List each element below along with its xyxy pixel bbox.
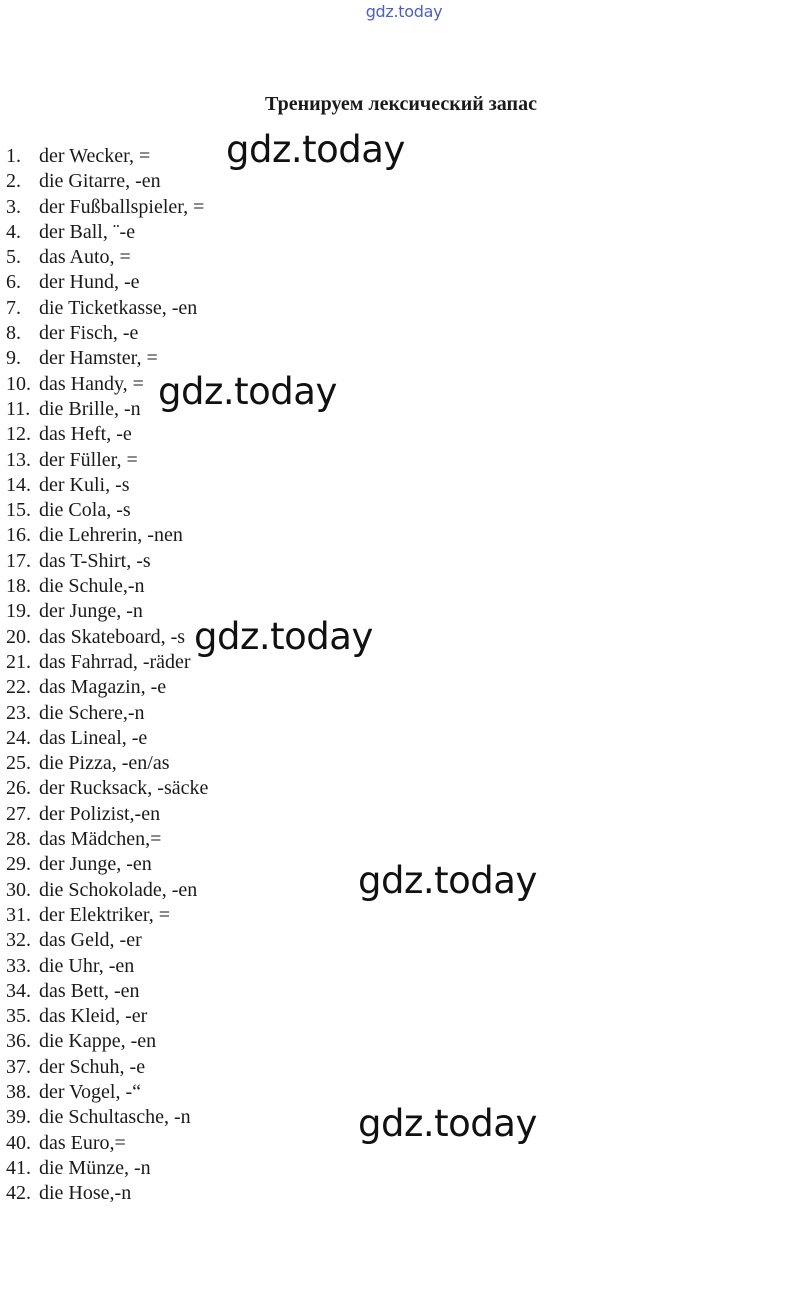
item-number: 39. — [6, 1106, 31, 1129]
list-item — [6, 626, 208, 651]
list-item — [6, 1005, 208, 1030]
list-item — [6, 1182, 208, 1207]
item-word: die Münze, -n — [39, 1156, 151, 1179]
item-number: 14. — [6, 473, 31, 496]
list-item — [6, 1030, 208, 1055]
item-word: die Schere,-n — [39, 701, 145, 724]
list-item — [6, 499, 208, 524]
item-word: die Uhr, -en — [39, 954, 135, 977]
item-number: 7. — [6, 296, 21, 319]
list-item — [6, 347, 208, 372]
list-item — [6, 955, 208, 980]
list-item — [6, 929, 208, 954]
item-number: 29. — [6, 853, 31, 876]
list-item — [6, 170, 208, 195]
item-word: das Geld, -er — [39, 929, 142, 952]
list-item — [6, 600, 208, 625]
list-item — [6, 449, 208, 474]
list-item — [6, 1157, 208, 1182]
item-number: 15. — [6, 499, 31, 522]
list-item — [6, 980, 208, 1005]
item-word: das Heft, -e — [39, 423, 132, 446]
item-number: 11. — [6, 397, 31, 420]
item-word: der Hamster, = — [39, 347, 158, 370]
item-word: das Bett, -en — [39, 979, 140, 1002]
item-word: das Fahrrad, -räder — [39, 650, 191, 673]
item-number: 3. — [6, 195, 21, 218]
list-item — [6, 777, 208, 802]
item-word: der Wecker, = — [39, 145, 151, 167]
item-number: 40. — [6, 1131, 31, 1154]
item-number: 33. — [6, 954, 31, 977]
item-number: 35. — [6, 1005, 31, 1028]
item-word: der Ball, ¨-e — [39, 220, 136, 243]
item-number: 8. — [6, 322, 21, 345]
item-word: das Kleid, -er — [39, 1005, 148, 1028]
site-link[interactable]: gdz.today — [365, 2, 443, 21]
item-number: 26. — [6, 777, 31, 800]
item-word: die Cola, -s — [39, 499, 131, 522]
item-number: 22. — [6, 676, 31, 699]
list-item — [6, 702, 208, 727]
item-number: 42. — [6, 1182, 31, 1205]
item-word: der Füller, = — [39, 448, 138, 471]
list-item — [6, 322, 208, 347]
item-number: 17. — [6, 549, 31, 572]
item-number: 16. — [6, 524, 31, 547]
item-number: 23. — [6, 701, 31, 724]
item-word: das Auto, = — [39, 246, 131, 269]
item-number: 10. — [6, 372, 31, 395]
item-word: die Schokolade, -en — [39, 878, 198, 901]
list-item — [6, 803, 208, 828]
list-item — [6, 145, 208, 170]
item-number: 21. — [6, 650, 31, 673]
vocabulary-list — [6, 145, 208, 1207]
list-item — [6, 575, 208, 600]
list-item — [6, 651, 208, 676]
watermark: gdz.today — [158, 370, 337, 413]
list-item — [6, 550, 208, 575]
item-word: das T-Shirt, -s — [39, 549, 151, 572]
list-item — [6, 1056, 208, 1081]
item-word: die Gitarre, -en — [39, 170, 161, 193]
item-word: das Skateboard, -s — [39, 625, 186, 648]
item-number: 27. — [6, 802, 31, 825]
item-number: 34. — [6, 979, 31, 1002]
item-word: der Junge, -en — [39, 853, 152, 876]
item-word: die Brille, -n — [39, 397, 141, 420]
item-word: der Polizist,-en — [39, 802, 161, 825]
item-word: der Kuli, -s — [39, 473, 130, 496]
item-number: 12. — [6, 423, 31, 446]
item-word: der Junge, -n — [39, 600, 143, 623]
item-number: 30. — [6, 878, 31, 901]
list-item — [6, 1081, 208, 1106]
list-item — [6, 297, 208, 322]
item-word: die Kappe, -en — [39, 1030, 157, 1053]
item-number: 19. — [6, 600, 31, 623]
item-number: 9. — [6, 347, 21, 370]
list-item — [6, 879, 208, 904]
watermark: gdz.today — [358, 1102, 537, 1145]
list-item — [6, 828, 208, 853]
list-item — [6, 474, 208, 499]
list-item — [6, 524, 208, 549]
item-word: der Fußballspieler, = — [39, 195, 205, 218]
list-item — [6, 752, 208, 777]
item-word: die Pizza, -en/as — [39, 752, 170, 775]
item-word: der Vogel, -“ — [39, 1080, 142, 1103]
item-word: das Handy, = — [39, 372, 144, 395]
item-word: der Fisch, -e — [39, 322, 139, 345]
item-number: 18. — [6, 575, 31, 598]
list-item — [6, 271, 208, 296]
item-word: die Ticketkasse, -en — [39, 296, 198, 319]
watermark: gdz.today — [226, 128, 405, 171]
item-number: 41. — [6, 1156, 31, 1179]
list-item — [6, 1106, 208, 1131]
item-number: 4. — [6, 220, 21, 243]
item-word: der Schuh, -e — [39, 1055, 146, 1078]
item-word: das Mädchen,= — [39, 828, 162, 851]
list-item — [6, 221, 208, 246]
item-number: 25. — [6, 752, 31, 775]
item-number: 24. — [6, 726, 31, 749]
item-number: 28. — [6, 828, 31, 851]
item-number: 20. — [6, 625, 31, 648]
item-word: der Rucksack, -säcke — [39, 777, 209, 800]
list-item — [6, 1132, 208, 1157]
item-word: das Euro,= — [39, 1131, 126, 1154]
list-item — [6, 246, 208, 271]
list-item — [6, 676, 208, 701]
item-number: 13. — [6, 448, 31, 471]
item-number: 6. — [6, 271, 21, 294]
item-word: die Hose,-n — [39, 1182, 132, 1205]
watermark: gdz.today — [194, 615, 373, 658]
list-item — [6, 727, 208, 752]
item-number: 2. — [6, 170, 21, 193]
item-word: die Schule,-n — [39, 575, 145, 598]
item-number: 36. — [6, 1030, 31, 1053]
item-number: 1. — [6, 145, 21, 167]
item-number: 32. — [6, 929, 31, 952]
page-title: Тренируем лексический запас — [265, 93, 537, 115]
item-word: das Lineal, -e — [39, 726, 148, 749]
watermark: gdz.today — [358, 859, 537, 902]
list-item — [6, 423, 208, 448]
list-item — [6, 196, 208, 221]
item-word: der Hund, -e — [39, 271, 140, 294]
item-number: 38. — [6, 1080, 31, 1103]
item-number: 31. — [6, 903, 31, 926]
item-word: die Lehrerin, -nen — [39, 524, 183, 547]
list-item — [6, 853, 208, 878]
item-word: das Magazin, -e — [39, 676, 167, 699]
list-item — [6, 904, 208, 929]
item-number: 5. — [6, 246, 21, 269]
item-number: 37. — [6, 1055, 31, 1078]
item-word: die Schultasche, -n — [39, 1106, 191, 1129]
item-word: der Elektriker, = — [39, 903, 170, 926]
